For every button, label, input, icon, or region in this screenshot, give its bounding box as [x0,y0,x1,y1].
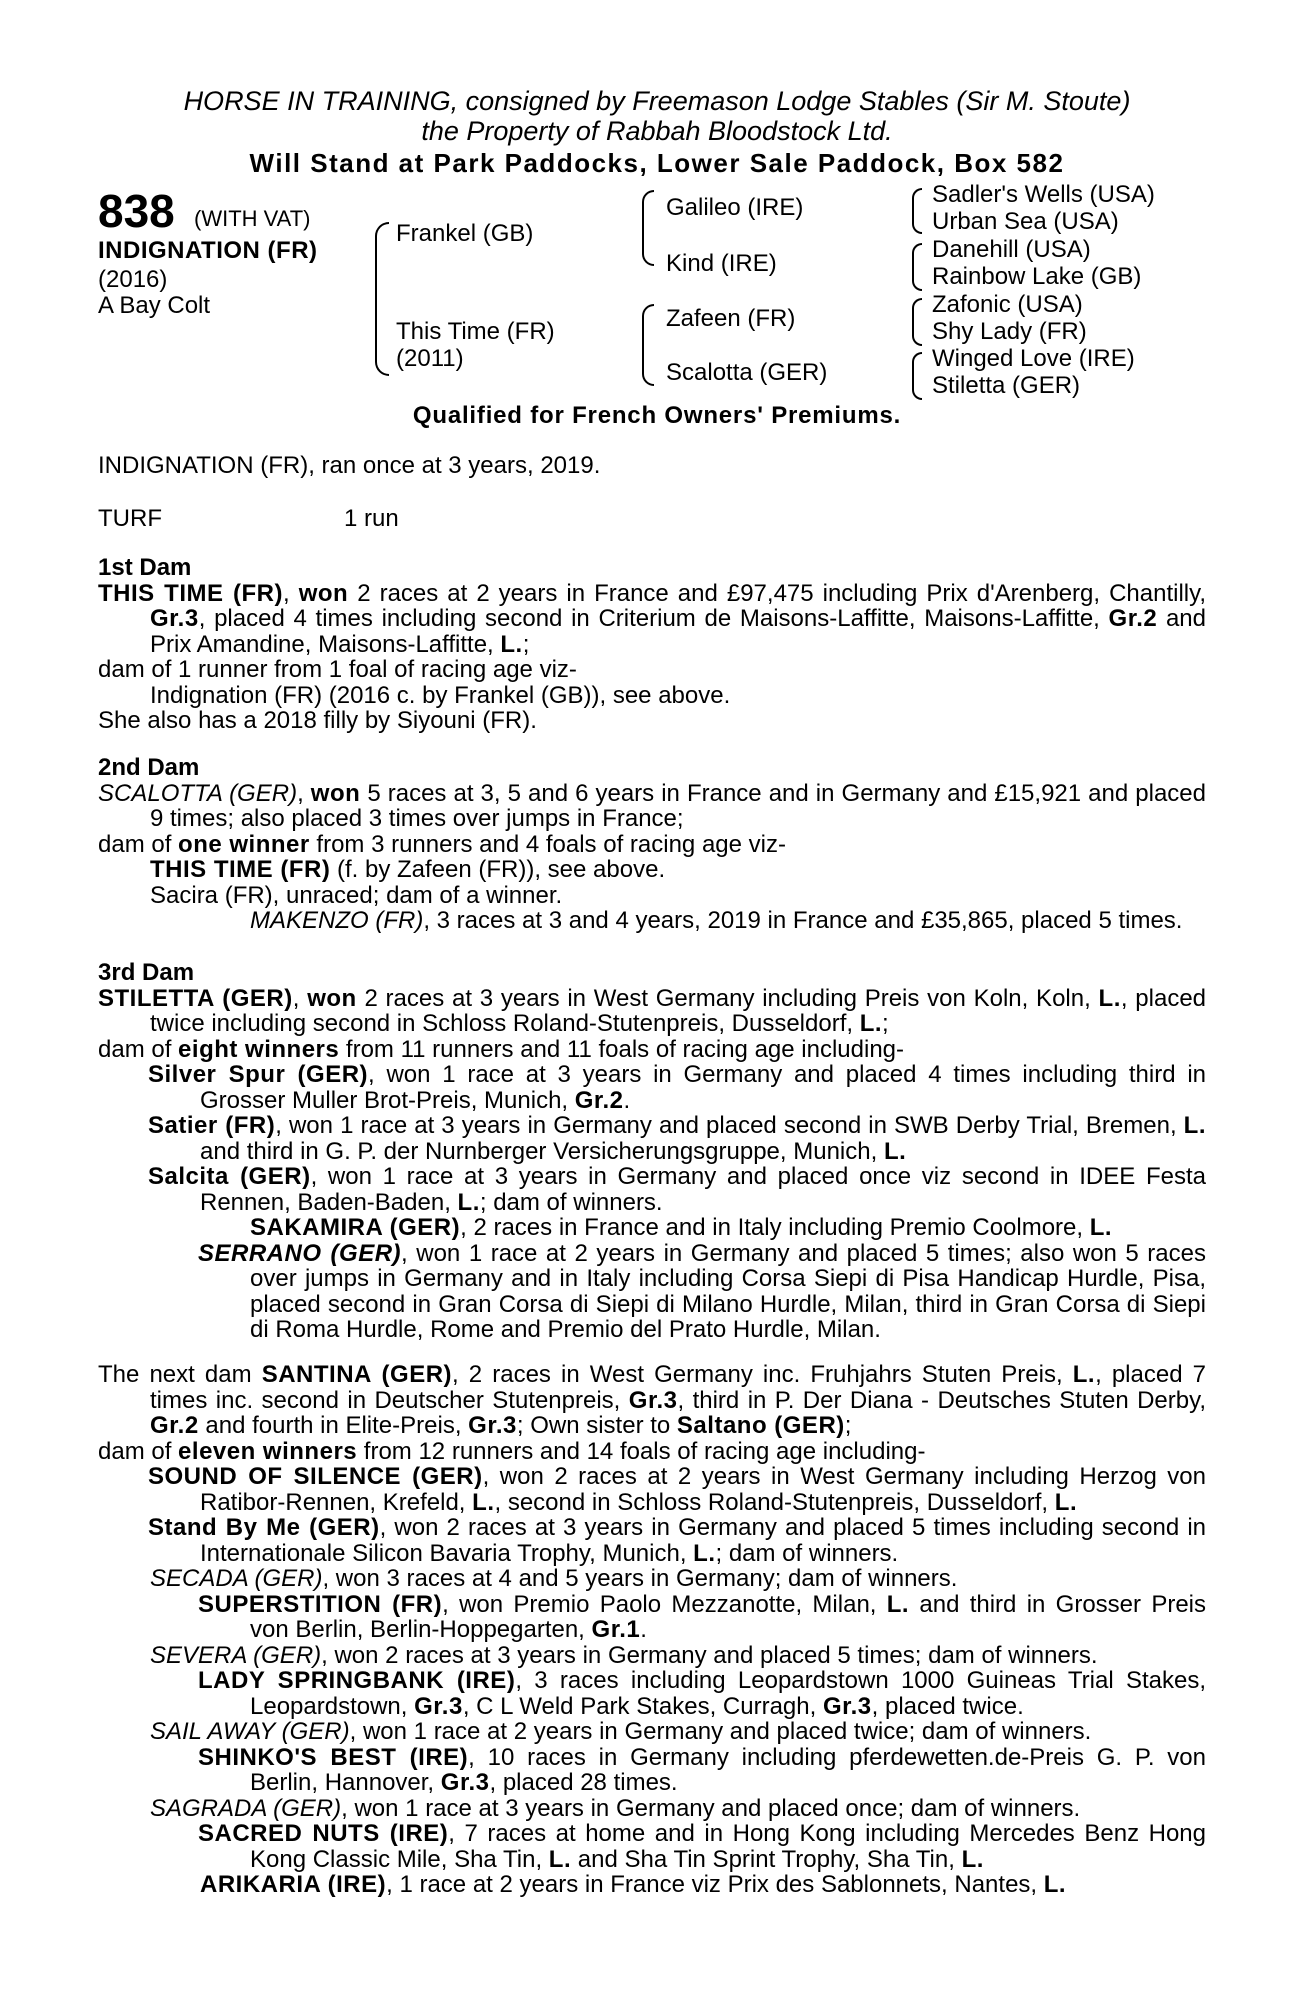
stand-location: Will Stand at Park Paddocks, Lower Sale Paddock, Box 582 [249,148,1065,178]
second-dam-offspring-2: Sacira (FR), unraced; dam of a winner. [150,881,563,909]
second-dam-offspring-1: THIS TIME (FR) (f. by Zafeen (FR)), see above. [150,856,666,883]
property-of: the Property of Rabbah Bloodstock Ltd. [421,116,893,146]
vat-note: (WITH VAT) [194,206,311,231]
next-dam-offspring-1: SOUND OF SILENCE (GER), won 2 races at 2 years in West Germany including Herzog von Ratibor-Rennen, Krefeld, L., second in Schloss Roland-Stutenpreis, Dusseldorf, L. [148,1463,1207,1516]
first-dam-section [98,555,1206,734]
first-dam-offspring: Indignation (FR) (2016 c. by Frankel (GB)), see above. [150,681,731,709]
third-dam-offspring-2: Satier (FR), won 1 race at 3 years in Germany and placed second in SWB Derby Trial, Bremen, L. and third in G. P. der Nurnberger Versicherungsgruppe, Munich, L. [148,1112,1206,1165]
pedigree-sd: Kind (IRE) [666,250,777,277]
first-dam-heading: 1st Dam [98,554,192,581]
pedigree-brace-ss [912,188,922,234]
consignment-line [0,86,1314,146]
premiums-note: Qualified for French Owners' Premiums. [412,402,902,429]
pedigree-brace-main [375,222,389,376]
first-dam-record: THIS TIME (FR), won 2 races at 2 years in France and £97,475 including Prix d'Arenberg, Chantilly, Gr.3, placed 4 times including second in Criterium de Maisons-Laffitte, Maisons-Laffitte, Gr.2 and Prix Amandine, Maisons-Laffitte, L.; [98,579,1206,658]
third-dam-section [98,960,1206,1343]
record-runs: 1 run [344,505,399,532]
next-dam-grandchild-1: SUPERSTITION (FR), won Premio Paolo Mezzanotte, Milan, L. and third in Grosser Preis von Berlin, Berlin-Hoppegarten, Gr.1. [198,1590,1206,1643]
first-dam-produce: dam of 1 runner from 1 foal of racing age viz- [98,656,577,683]
next-dam-grandchild-3: SHINKO'S BEST (IRE), 10 races in Germany including pferdewetten.de-Preis G. P. von Berlin, Hannover, Gr.3, placed 28 times. [198,1743,1206,1796]
next-dam-offspring-2: Stand By Me (GER), won 2 races at 3 years in Germany and placed 5 times including second in Internationale Silicon Bavaria Trophy, Munich, L.; dam of winners. [148,1514,1207,1567]
pedigree-ddd: Stiletta (GER) [932,372,1081,399]
next-dam-offspring-6: SAGRADA (GER), won 1 race at 3 years in Germany and placed once; dam of winners. [150,1794,1081,1822]
pedigree-dss: Zafonic (USA) [932,291,1083,318]
next-dam-grandchild-2: LADY SPRINGBANK (IRE), 3 races including Leopardstown 1000 Guineas Trial Stakes, Leopardstown, Gr.3, C L Weld Park Stakes, Curragh, Gr.3, placed twice. [198,1667,1206,1720]
pedigree-sss: Sadler's Wells (USA) [932,181,1155,208]
horse-year: (2016) [98,266,168,293]
next-dam-grandchild-4: SACRED NUTS (IRE), 7 races at home and in Hong Kong including Mercedes Benz Hong Kong Classic Mile, Sha Tin, L. and Sha Tin Sprint Trophy, Sha Tin, L. [198,1820,1206,1873]
next-dam-produce: dam of eleven winners from 12 runners and 14 foals of racing age including- [98,1437,926,1465]
second-dam-heading: 2nd Dam [98,754,200,781]
record-surface: TURF [98,505,162,532]
next-dam-record: The next dam SANTINA (GER), 2 races in West Germany inc. Fruhjahrs Stuten Preis, L., placed 7 times inc. second in Deutscher Stutenpreis, Gr.3, third in P. Der Diana - Deutsches Stuten Derby, Gr.2 and fourth in Elite-Preis, Gr.3; Own sister to Saltano (GER); [98,1361,1206,1439]
horse-name: INDIGNATION (FR) [98,237,318,264]
second-dam-section [98,755,1206,934]
second-dam-produce: dam of one winner from 3 runners and 4 foals of racing age viz- [98,830,786,858]
second-dam-record: SCALOTTA (GER), won 5 races at 3, 5 and 6 years in France and in Germany and £15,921 and placed 9 times; also placed 3 times over jumps in France; [98,779,1206,832]
consignor: HORSE IN TRAINING, consigned by Freemason Lodge Stables (Sir M. Stoute) [183,86,1131,116]
third-dam-grandchild-1: SAKAMIRA (GER), 2 races in France and in Italy including Premio Coolmore, L. [250,1214,1113,1241]
pedigree-dsd: Shy Lady (FR) [932,318,1087,345]
pedigree-dam: This Time (FR) [396,318,555,345]
pedigree-sds: Danehill (USA) [932,236,1091,263]
second-dam-grandchild: MAKENZO (FR), 3 races at 3 and 4 years, 2019 in France and £35,865, placed 5 times. [250,907,1183,934]
pedigree-sire: Frankel (GB) [396,220,534,247]
race-summary: INDIGNATION (FR), ran once at 3 years, 2019. [98,452,601,479]
pedigree-sdd: Rainbow Lake (GB) [932,263,1142,290]
pedigree-dd: Scalotta (GER) [666,359,828,386]
pedigree-brace-sd [912,243,922,291]
next-dam-grandchild-5: ARIKARIA (IRE), 1 race at 2 years in France viz Prix des Sablonnets, Nantes, L. [200,1871,1067,1898]
third-dam-offspring-1: Silver Spur (GER), won 1 race at 3 years in Germany and placed 4 times including third in Grosser Muller Brot-Preis, Munich, Gr.2. [148,1061,1207,1114]
third-dam-grandchild-2: SERRANO (GER), won 1 race at 2 years in Germany and placed 5 times; also won 5 races over jumps in Germany and in Italy including Corsa Siepi di Pisa Handicap Hurdle, Pisa, placed second in Gran Corsa di Siepi di Milano Hurdle, Milan, third in Gran Corsa di Siepi di Roma Hurdle, Rome and Premio del Prato Hurdle, Milan. [198,1239,1206,1343]
pedigree-dam-year: (2011) [396,345,464,372]
pedigree-ssd: Urban Sea (USA) [932,208,1119,235]
pedigree-ds: Zafeen (FR) [666,305,796,332]
third-dam-heading: 3rd Dam [98,959,195,986]
third-dam-offspring-3: Salcita (GER), won 1 race at 3 years in Germany and placed once viz second in IDEE Festa Rennen, Baden-Baden, L.; dam of winners. [148,1163,1206,1216]
first-dam-note: She also has a 2018 filly by Siyouni (FR). [98,707,537,734]
pedigree-dds: Winged Love (IRE) [932,345,1135,372]
next-dam-section [98,1362,1206,1898]
next-dam-offspring-4: SEVERA (GER), won 2 races at 3 years in Germany and placed 5 times; dam of winners. [150,1641,1098,1669]
pedigree-ss: Galileo (IRE) [666,194,804,221]
third-dam-produce: dam of eight winners from 11 runners and 11 foals of racing age including- [98,1035,905,1063]
pedigree-brace-sire [642,190,654,266]
next-dam-offspring-3: SECADA (GER), won 3 races at 4 and 5 years in Germany; dam of winners. [150,1565,958,1592]
third-dam-record: STILETTA (GER), won 2 races at 3 years in West Germany including Preis von Koln, Koln, L., placed twice including second in Schloss Roland-Stutenpreis, Dusseldorf, L.; [98,984,1207,1037]
pedigree-brace-dd [912,352,922,400]
pedigree-brace-ds [912,298,922,346]
lot-number: 838 [98,185,175,237]
next-dam-offspring-5: SAIL AWAY (GER), won 1 race at 2 years in Germany and placed twice; dam of winners. [150,1718,1092,1745]
pedigree-brace-dam [642,304,654,386]
horse-description: A Bay Colt [98,292,211,319]
